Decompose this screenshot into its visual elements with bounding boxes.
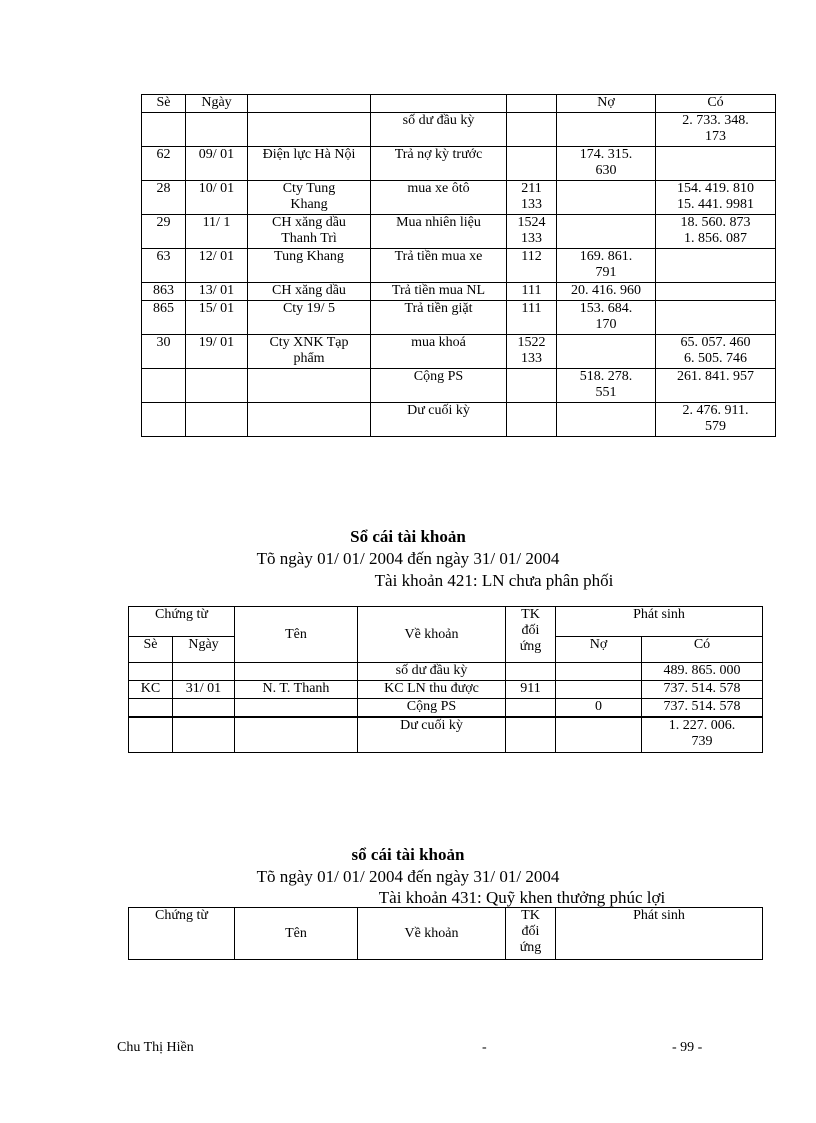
- cell: 19/ 01: [186, 335, 248, 369]
- cell: [507, 113, 557, 147]
- cell: Cộng PS: [358, 699, 506, 717]
- cell: Điện lực Hà Nội: [248, 147, 371, 181]
- cell: 62: [142, 147, 186, 181]
- cell: 30: [142, 335, 186, 369]
- table-row: [142, 403, 776, 437]
- cell: [186, 369, 248, 403]
- cell: [507, 369, 557, 403]
- footer-separator: -: [482, 1040, 487, 1055]
- cell: Trả tiền giặt: [371, 301, 507, 335]
- cell: [235, 699, 358, 717]
- cell: Dư cuối kỳ: [358, 717, 506, 753]
- cell: 2. 733. 348. 173: [656, 113, 776, 147]
- cell: 174. 315. 630: [557, 147, 656, 181]
- cell: 63: [142, 249, 186, 283]
- cell: [173, 699, 235, 717]
- cell: CH xăng dầu Thanh Trì: [248, 215, 371, 249]
- cell: 15/ 01: [186, 301, 248, 335]
- cell: 29: [142, 215, 186, 249]
- cell: [556, 717, 642, 753]
- header-chung-tu: Chứng từ: [129, 908, 235, 960]
- cell: 865: [142, 301, 186, 335]
- cell: [173, 717, 235, 753]
- cell: Trả nợ kỳ trước: [371, 147, 507, 181]
- header-no: Nợ: [556, 637, 642, 663]
- cell: [506, 717, 556, 753]
- cell: Trả tiền mua xe: [371, 249, 507, 283]
- cell: CH xăng dầu: [248, 283, 371, 301]
- cell: [173, 663, 235, 681]
- header-ten: Tên: [235, 607, 358, 663]
- cell: 20. 416. 960: [557, 283, 656, 301]
- cell: 489. 865. 000: [642, 663, 763, 681]
- cell: [129, 663, 173, 681]
- cell: 169. 861. 791: [557, 249, 656, 283]
- cell: [142, 403, 186, 437]
- cell: [507, 403, 557, 437]
- section3-account: Tài khoản 431: Quỹ khen thưởng phúc lợi: [378, 888, 666, 907]
- table-row: [129, 717, 763, 753]
- cell: [506, 663, 556, 681]
- cell: [186, 403, 248, 437]
- cell: [557, 181, 656, 215]
- cell: 111: [507, 301, 557, 335]
- table-row: [142, 215, 776, 249]
- table-row: [142, 249, 776, 283]
- header-co: Có: [656, 95, 776, 113]
- table-row: [129, 681, 763, 699]
- cell: 65. 057. 460 6. 505. 746: [656, 335, 776, 369]
- header-ngay: Ngày: [186, 95, 248, 113]
- section3-period: Tõ ngày 01/ 01/ 2004 đến ngày 31/ 01/ 2004: [256, 867, 560, 886]
- cell: [557, 215, 656, 249]
- cell: Tung Khang: [248, 249, 371, 283]
- cell: [557, 113, 656, 147]
- cell: 1. 227. 006. 739: [642, 717, 763, 753]
- header-so: Sè: [129, 637, 173, 663]
- cell: 11/ 1: [186, 215, 248, 249]
- ledger-table-431: [128, 907, 763, 960]
- cell: [556, 663, 642, 681]
- cell: 0: [556, 699, 642, 717]
- cell: 18. 560. 873 1. 856. 087: [656, 215, 776, 249]
- section2-title: Sổ cái tài khoản: [350, 527, 466, 546]
- section2-account: Tài khoản 421: LN chưa phân phối: [374, 571, 614, 590]
- section3-title: sổ cái tài khoản: [351, 845, 465, 864]
- header-tk-doi-ung: TK đối ứng: [506, 908, 556, 960]
- table-header-row: [129, 908, 763, 960]
- cell: 2. 476. 911. 579: [656, 403, 776, 437]
- header-ten: [248, 95, 371, 113]
- table-row: [142, 147, 776, 181]
- header-no: Nợ: [557, 95, 656, 113]
- cell: [235, 717, 358, 753]
- cell: mua xe ôtô: [371, 181, 507, 215]
- cell: [129, 699, 173, 717]
- header-phat-sinh: Phát sinh: [556, 908, 763, 960]
- cell: [506, 699, 556, 717]
- header-ve-khoan: Về khoản: [358, 908, 506, 960]
- table-row: [129, 663, 763, 681]
- cell: [656, 283, 776, 301]
- cell: [142, 113, 186, 147]
- cell: [248, 113, 371, 147]
- cell: KC LN thu được: [358, 681, 506, 699]
- table-row: [142, 283, 776, 301]
- cell: 154. 419. 810 15. 441. 9981: [656, 181, 776, 215]
- cell: 518. 278. 551: [557, 369, 656, 403]
- header-tk-doi-ung: TK đối ứng: [506, 607, 556, 663]
- cell: Trả tiền mua NL: [371, 283, 507, 301]
- table-row: [142, 369, 776, 403]
- cell: 13/ 01: [186, 283, 248, 301]
- section2-period: Tõ ngày 01/ 01/ 2004 đến ngày 31/ 01/ 2004: [256, 549, 560, 568]
- cell: 28: [142, 181, 186, 215]
- header-ten: Tên: [235, 908, 358, 960]
- cell: 10/ 01: [186, 181, 248, 215]
- cell: [557, 335, 656, 369]
- header-ve-khoan: [371, 95, 507, 113]
- cell: [557, 403, 656, 437]
- cell: số dư đầu kỳ: [371, 113, 507, 147]
- cell: 112: [507, 249, 557, 283]
- ledger-table-421: [128, 606, 763, 753]
- cell: 153. 684. 170: [557, 301, 656, 335]
- table-row: [142, 301, 776, 335]
- header-ve-khoan: Về khoản: [358, 607, 506, 663]
- table-row: [142, 113, 776, 147]
- header-so: Sè: [142, 95, 186, 113]
- header-phat-sinh: Phát sinh: [556, 607, 763, 637]
- cell: Dư cuối kỳ: [371, 403, 507, 437]
- cell: 261. 841. 957: [656, 369, 776, 403]
- cell: [656, 249, 776, 283]
- cell: KC: [129, 681, 173, 699]
- table-row: [142, 181, 776, 215]
- header-co: Có: [642, 637, 763, 663]
- cell: [248, 403, 371, 437]
- cell: [142, 369, 186, 403]
- cell: [129, 717, 173, 753]
- table-header-row: [129, 607, 763, 637]
- cell: [248, 369, 371, 403]
- cell: 12/ 01: [186, 249, 248, 283]
- cell: 863: [142, 283, 186, 301]
- page-number: - 99 -: [672, 1040, 703, 1055]
- header-tk: [507, 95, 557, 113]
- cell: 737. 514. 578: [642, 681, 763, 699]
- cell: số dư đầu kỳ: [358, 663, 506, 681]
- cell: [235, 663, 358, 681]
- cell: 09/ 01: [186, 147, 248, 181]
- cell: Cty Tung Khang: [248, 181, 371, 215]
- cell: [186, 113, 248, 147]
- footer-author: Chu Thị Hiền: [117, 1040, 194, 1055]
- cell: Cty XNK Tạp phẩm: [248, 335, 371, 369]
- cell: 211 133: [507, 181, 557, 215]
- cell: [507, 147, 557, 181]
- cell: Cty 19/ 5: [248, 301, 371, 335]
- cell: Cộng PS: [371, 369, 507, 403]
- cell: 1522 133: [507, 335, 557, 369]
- cell: 111: [507, 283, 557, 301]
- header-ngay: Ngày: [173, 637, 235, 663]
- table-header-row: [142, 95, 776, 113]
- table-row: [129, 699, 763, 717]
- table-row: [142, 335, 776, 369]
- header-chung-tu: Chứng từ: [129, 607, 235, 637]
- cell: mua khoá: [371, 335, 507, 369]
- cell: Mua nhiên liệu: [371, 215, 507, 249]
- cell: [656, 147, 776, 181]
- cell: 1524 133: [507, 215, 557, 249]
- ledger-table-continued: [141, 94, 776, 437]
- cell: 911: [506, 681, 556, 699]
- cell: 737. 514. 578: [642, 699, 763, 717]
- cell: N. T. Thanh: [235, 681, 358, 699]
- cell: 31/ 01: [173, 681, 235, 699]
- cell: [556, 681, 642, 699]
- cell: [656, 301, 776, 335]
